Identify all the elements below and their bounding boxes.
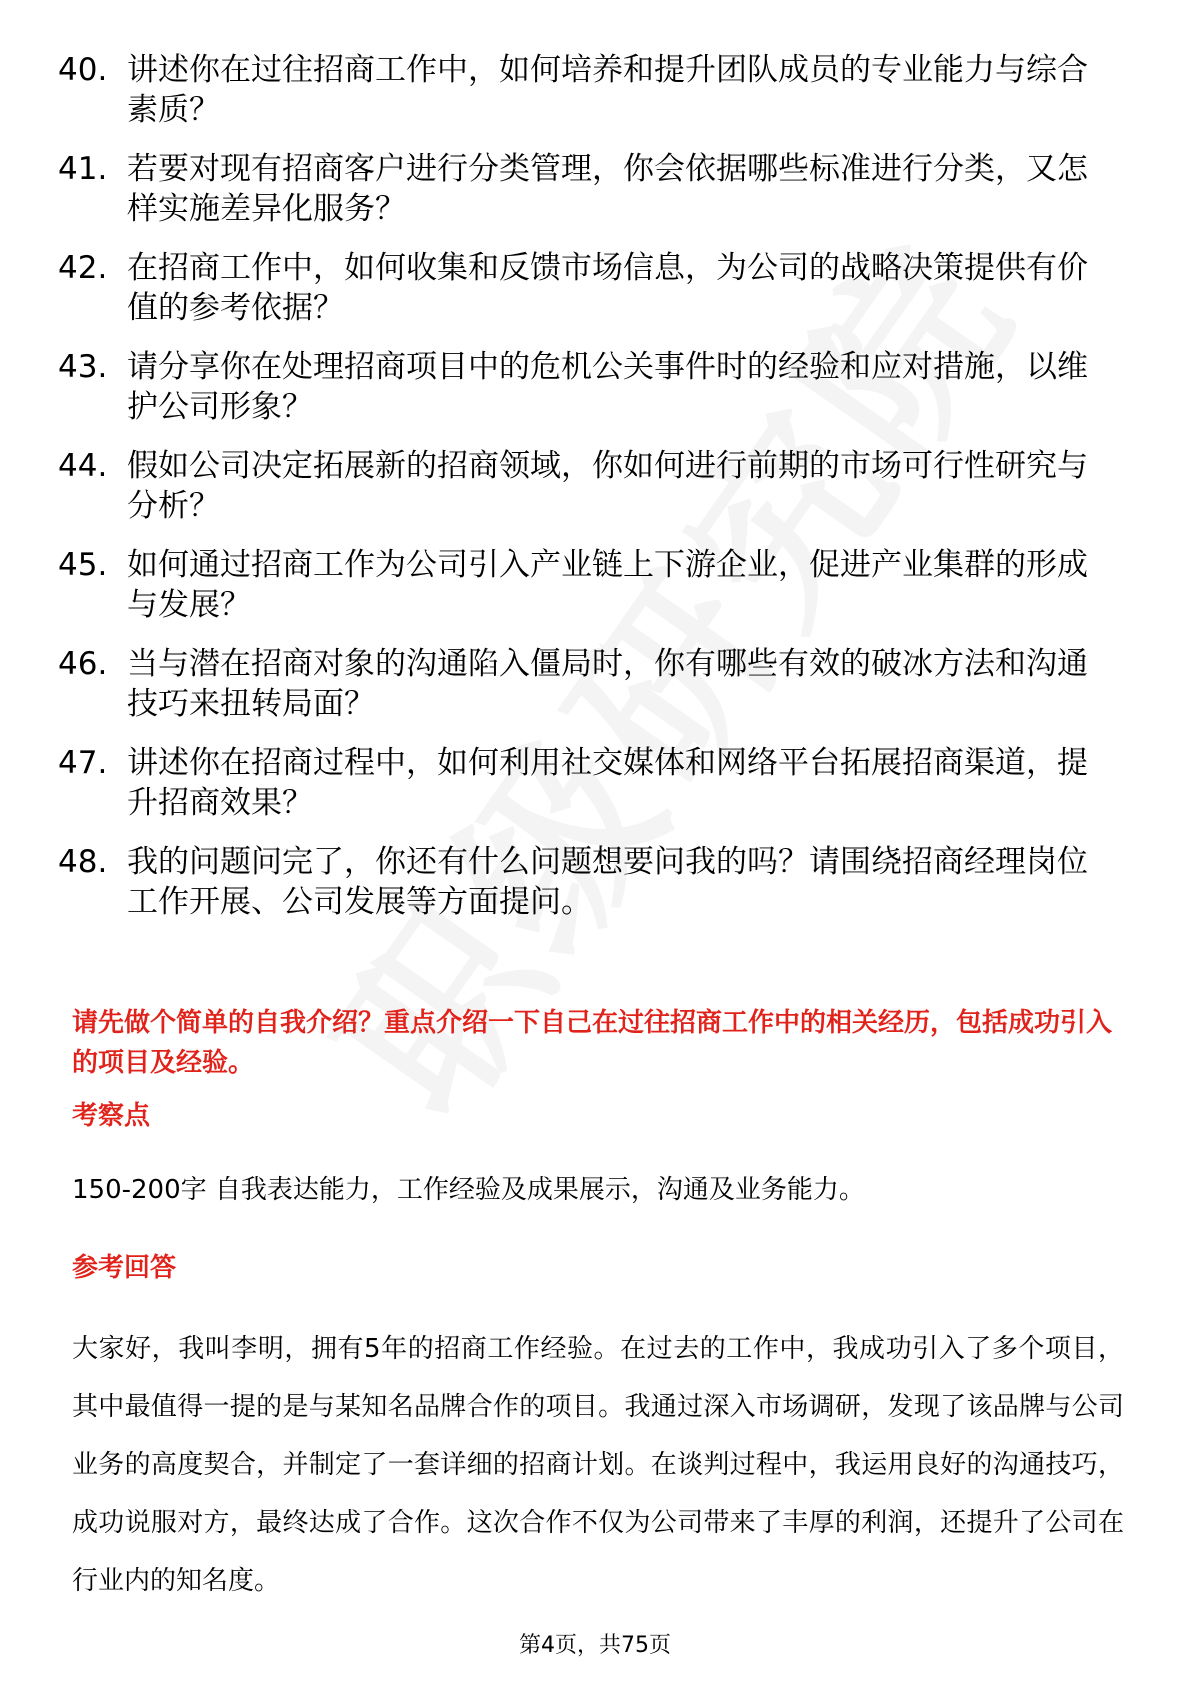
page-footer: 第4页，共75页 <box>519 1633 671 1658</box>
points-heading: 考察点 <box>72 1101 151 1131</box>
question-text: 讲述你在招商过程中，如何利用社交媒体和网络平台拓展招商渠道，提升招商效果？ <box>127 745 1088 821</box>
main-interview-question: 请先做个简单的自我介绍？重点介绍一下自己在过往招商工作中的相关经历，包括成功引入的项目及经验。 <box>72 1008 1113 1078</box>
question-text: 请分享你在处理招商项目中的危机公关事件时的经验和应对措施，以维护公司形象？ <box>127 349 1088 425</box>
question-text: 当与潜在招商对象的沟通陷入僵局时，你有哪些有效的破冰方法和沟通技巧来扭转局面？ <box>127 646 1088 722</box>
question-item <box>0 446 1190 526</box>
question-item <box>0 50 1190 130</box>
question-text: 在招商工作中，如何收集和反馈市场信息，为公司的战略决策提供有价值的参考依据？ <box>127 250 1088 326</box>
question-number: 42. <box>58 250 108 286</box>
question-item <box>0 347 1190 427</box>
question-number: 46. <box>58 646 108 682</box>
question-text: 讲述你在过往招商工作中，如何培养和提升团队成员的专业能力与综合素质？ <box>127 52 1088 128</box>
question-item <box>0 842 1190 922</box>
question-item <box>0 248 1190 328</box>
question-item <box>0 644 1190 724</box>
question-number: 44. <box>58 448 108 484</box>
question-number: 40. <box>58 52 108 88</box>
question-text: 若要对现有招商客户进行分类管理，你会依据哪些标准进行分类，又怎样实施差异化服务？ <box>127 151 1088 227</box>
question-item <box>0 743 1190 823</box>
answer-text: 大家好，我叫李明，拥有5年的招商工作经验。在过去的工作中，我成功引入了多个项目，其中最值得一提的是与某知名品牌合作的项目。我通过深入市场调研，发现了该品牌与公司业务的高度契合，并制定了一套详细的招商计划。在谈判过程中，我运用良好的沟通技巧，成功说服对方，最终达成了合作。这次合作不仅为公司带来了丰厚的利润，还提升了公司在行业内的知名度。 <box>72 1334 1124 1596</box>
question-item <box>0 149 1190 229</box>
question-number: 45. <box>58 547 108 583</box>
question-number: 41. <box>58 151 108 187</box>
question-text: 假如公司决定拓展新的招商领域，你如何进行前期的市场可行性研究与分析？ <box>127 448 1088 524</box>
question-item <box>0 545 1190 625</box>
question-number: 43. <box>58 349 108 385</box>
question-number: 48. <box>58 844 108 880</box>
question-text: 我的问题问完了，你还有什么问题想要问我的吗？请围绕招商经理岗位工作开展、公司发展等方面提问。 <box>127 844 1088 920</box>
question-text: 如何通过招商工作为公司引入产业链上下游企业，促进产业集群的形成与发展？ <box>127 547 1088 623</box>
question-number: 47. <box>58 745 108 781</box>
question-list <box>0 50 1190 941</box>
answer-heading: 参考回答 <box>72 1253 177 1283</box>
points-text: 150-200字 自我表达能力，工作经验及成果展示，沟通及业务能力。 <box>72 1175 865 1205</box>
